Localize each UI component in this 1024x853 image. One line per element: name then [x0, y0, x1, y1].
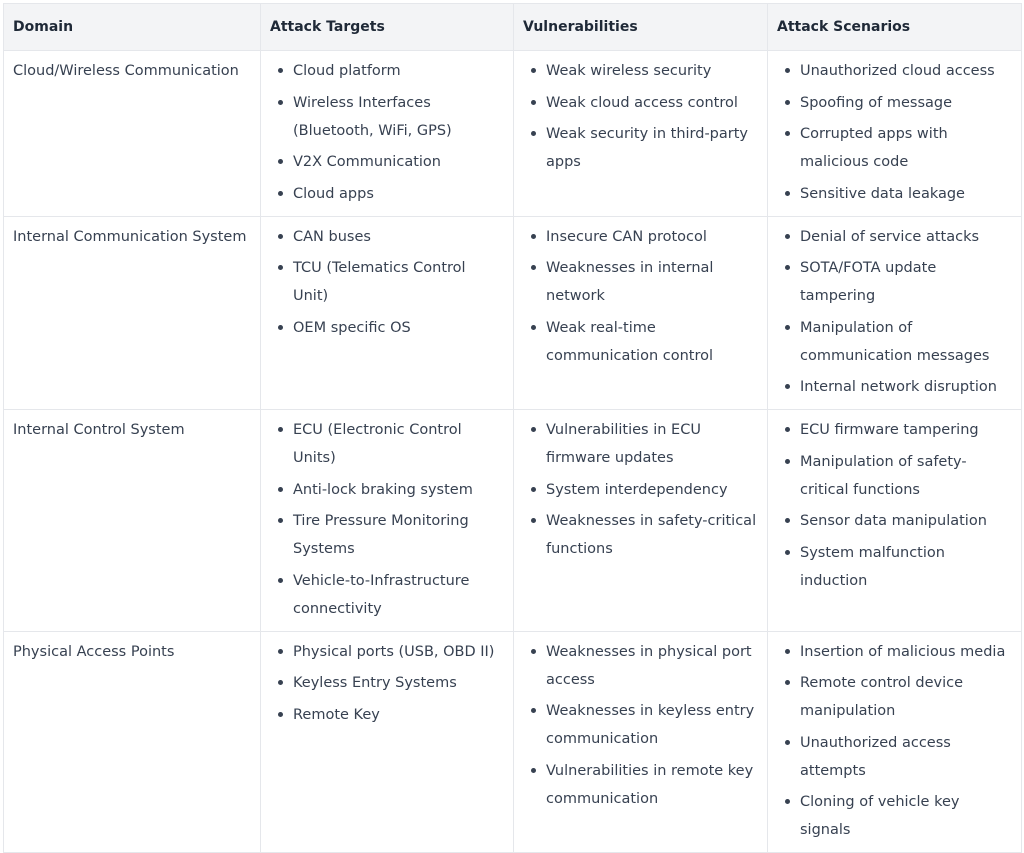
list-item: Vehicle-to-Infrastructure connectivity	[270, 567, 504, 623]
list-item: CAN buses	[270, 223, 504, 251]
list-item: Unauthorized access attempts	[777, 729, 1012, 785]
list-item: TCU (Telematics Control Unit)	[270, 254, 504, 310]
scenarios-list	[777, 638, 1012, 845]
scenarios-cell	[768, 631, 1022, 853]
list-item: Cloning of vehicle key signals	[777, 788, 1012, 844]
scenarios-list	[777, 416, 1012, 595]
targets-cell	[261, 216, 514, 410]
vulnerabilities-cell	[514, 631, 768, 853]
list-item: Tire Pressure Monitoring Systems	[270, 507, 504, 563]
list-item: Sensor data manipulation	[777, 507, 1012, 535]
vulnerabilities-list	[523, 416, 758, 563]
list-item: Physical ports (USB, OBD II)	[270, 638, 504, 666]
list-item: Insecure CAN protocol	[523, 223, 758, 251]
vulnerabilities-list	[523, 57, 758, 176]
vulnerabilities-cell	[514, 216, 768, 410]
list-item: Vulnerabilities in remote key communication	[523, 757, 758, 813]
list-item: Spoofing of message	[777, 89, 1012, 117]
list-item: System malfunction induction	[777, 539, 1012, 595]
list-item: Cloud platform	[270, 57, 504, 85]
header-vulnerabilities: Vulnerabilities	[514, 4, 768, 51]
list-item: Weaknesses in safety-critical functions	[523, 507, 758, 563]
list-item: Weaknesses in internal network	[523, 254, 758, 310]
list-item: SOTA/FOTA update tampering	[777, 254, 1012, 310]
list-item: V2X Communication	[270, 148, 504, 176]
targets-list	[270, 223, 504, 342]
list-item: Corrupted apps with malicious code	[777, 120, 1012, 176]
list-item: System interdependency	[523, 476, 758, 504]
vulnerabilities-cell	[514, 410, 768, 632]
list-item: Weaknesses in keyless entry communication	[523, 697, 758, 753]
list-item: Cloud apps	[270, 180, 504, 208]
targets-cell	[261, 410, 514, 632]
table-row	[4, 410, 1022, 632]
list-item: Sensitive data leakage	[777, 180, 1012, 208]
domain-cell: Cloud/Wireless Communication	[4, 51, 261, 217]
list-item: Anti-lock braking system	[270, 476, 504, 504]
domain-cell: Internal Communication System	[4, 216, 261, 410]
table-row	[4, 631, 1022, 853]
list-item: ECU (Electronic Control Units)	[270, 416, 504, 472]
header-attack-targets: Attack Targets	[261, 4, 514, 51]
list-item: ECU firmware tampering	[777, 416, 1012, 444]
targets-cell	[261, 631, 514, 853]
list-item: Manipulation of safety-critical functions	[777, 448, 1012, 504]
targets-cell	[261, 51, 514, 217]
table-header-row	[4, 4, 1022, 51]
table-row	[4, 216, 1022, 410]
scenarios-list	[777, 57, 1012, 208]
targets-list	[270, 416, 504, 623]
table-row	[4, 51, 1022, 217]
list-item: OEM specific OS	[270, 314, 504, 342]
scenarios-cell	[768, 51, 1022, 217]
scenarios-list	[777, 223, 1012, 402]
threat-table	[3, 3, 1022, 853]
list-item: Weaknesses in physical port access	[523, 638, 758, 694]
header-domain: Domain	[4, 4, 261, 51]
targets-list	[270, 638, 504, 729]
vulnerabilities-list	[523, 638, 758, 813]
domain-cell: Internal Control System	[4, 410, 261, 632]
list-item: Insertion of malicious media	[777, 638, 1012, 666]
list-item: Remote control device manipulation	[777, 669, 1012, 725]
list-item: Manipulation of communication messages	[777, 314, 1012, 370]
domain-cell: Physical Access Points	[4, 631, 261, 853]
scenarios-cell	[768, 216, 1022, 410]
list-item: Weak security in third-party apps	[523, 120, 758, 176]
list-item: Weak wireless security	[523, 57, 758, 85]
targets-list	[270, 57, 504, 208]
list-item: Weak cloud access control	[523, 89, 758, 117]
list-item: Remote Key	[270, 701, 504, 729]
list-item: Denial of service attacks	[777, 223, 1012, 251]
header-attack-scenarios: Attack Scenarios	[768, 4, 1022, 51]
list-item: Vulnerabilities in ECU firmware updates	[523, 416, 758, 472]
list-item: Keyless Entry Systems	[270, 669, 504, 697]
list-item: Wireless Interfaces (Bluetooth, WiFi, GPS)	[270, 89, 504, 145]
vulnerabilities-list	[523, 223, 758, 370]
list-item: Internal network disruption	[777, 373, 1012, 401]
list-item: Weak real-time communication control	[523, 314, 758, 370]
vulnerabilities-cell	[514, 51, 768, 217]
threat-table-container	[3, 3, 1021, 853]
list-item: Unauthorized cloud access	[777, 57, 1012, 85]
scenarios-cell	[768, 410, 1022, 632]
